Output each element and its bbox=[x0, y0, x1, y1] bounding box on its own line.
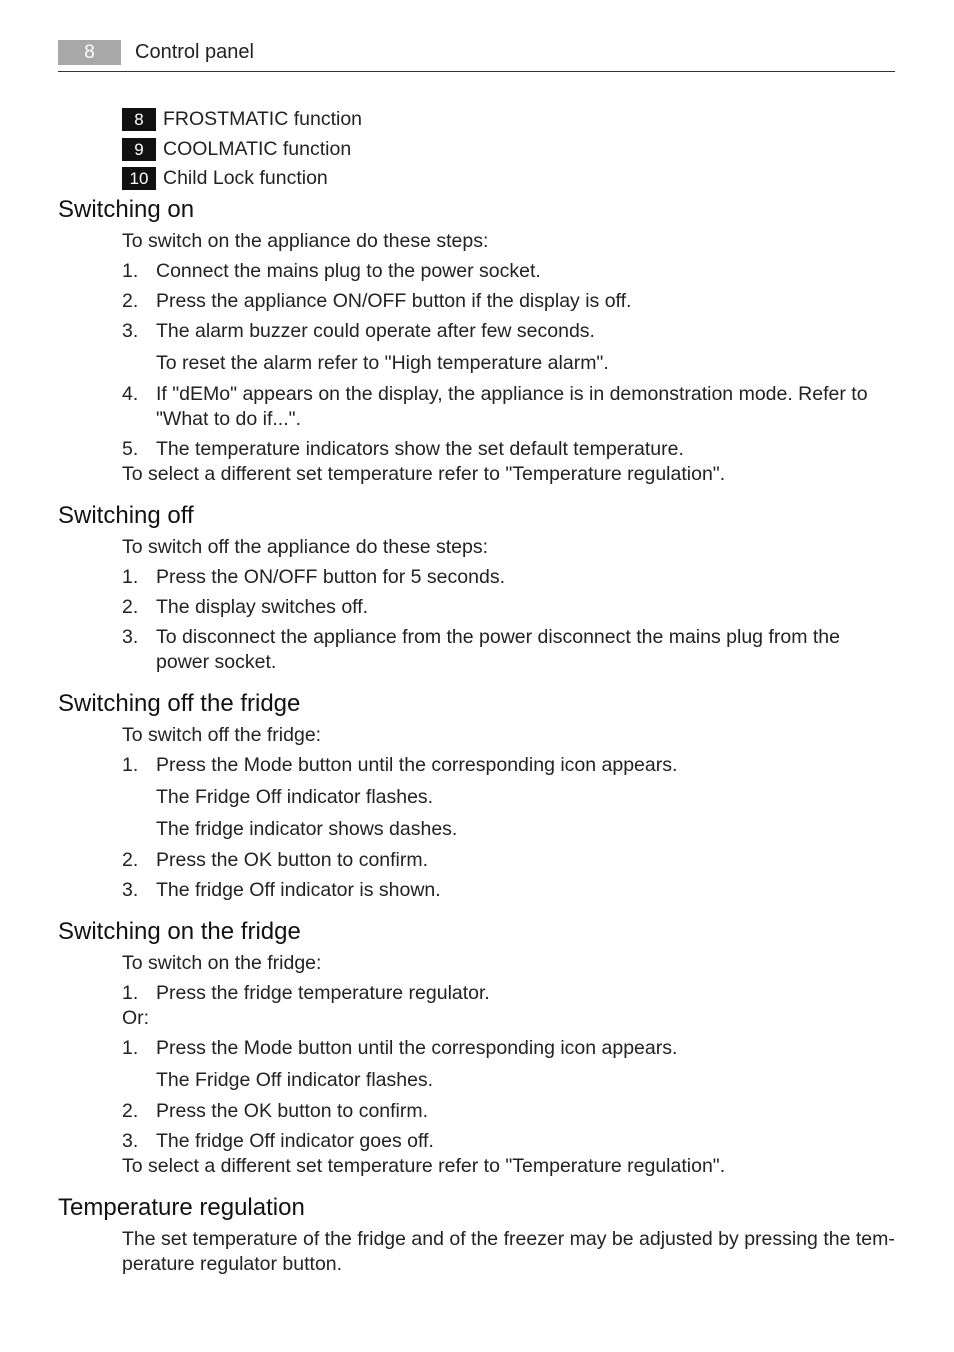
step-number: 2. bbox=[122, 290, 139, 312]
step-text: Press the fridge temperature regulator. bbox=[156, 982, 490, 1004]
legend-label: COOLMATIC function bbox=[163, 137, 352, 160]
legend-number: 10 bbox=[122, 167, 156, 190]
step-number: 2. bbox=[122, 1100, 139, 1122]
step-text: Press the OK button to confirm. bbox=[156, 849, 429, 871]
or-text: Or: bbox=[122, 1007, 150, 1029]
step-note: The fridge indicator shows dashes. bbox=[156, 818, 458, 840]
step-number: 2. bbox=[122, 849, 139, 871]
step-number: 4. bbox=[122, 383, 139, 405]
steps-list bbox=[58, 382, 898, 462]
step-number: 3. bbox=[122, 320, 139, 342]
legend-number: 8 bbox=[122, 108, 156, 131]
step-number: 1. bbox=[122, 754, 139, 776]
outro-text: To select a different set temperature refer to "Temperature regulation". bbox=[122, 1155, 726, 1177]
step-number: 1. bbox=[122, 982, 139, 1004]
legend-item bbox=[122, 105, 362, 135]
steps-list bbox=[58, 259, 898, 344]
section-title: Control panel bbox=[135, 41, 254, 63]
list-item bbox=[122, 878, 898, 903]
section-fridge-on bbox=[58, 917, 898, 1179]
step-text: Connect the mains plug to the power socket. bbox=[156, 260, 541, 282]
list-item bbox=[122, 753, 898, 778]
list-item bbox=[122, 319, 898, 344]
step-text: Press the appliance ON/OFF button if the display is off. bbox=[156, 290, 632, 312]
intro-text: To switch off the fridge: bbox=[122, 724, 322, 746]
step-text: If "dEMo" appears on the display, the appliance is in demonstration mode. Refer to "What to do if...". bbox=[156, 383, 868, 430]
step-text: To disconnect the appliance from the power disconnect the mains plug from the power socket. bbox=[156, 626, 840, 673]
section-fridge-off bbox=[58, 689, 898, 903]
heading-temperature-regulation: Temperature regulation bbox=[58, 1194, 305, 1221]
list-item bbox=[122, 625, 898, 675]
intro-text: To switch on the appliance do these steps: bbox=[122, 230, 489, 252]
outro-text: To select a different set temperature refer to "Temperature regulation". bbox=[122, 463, 726, 485]
legend-label: FROSTMATIC function bbox=[163, 108, 363, 131]
steps-list bbox=[58, 848, 898, 903]
list-item bbox=[122, 1099, 898, 1124]
step-number: 3. bbox=[122, 626, 139, 648]
legend-number: 9 bbox=[122, 138, 156, 161]
steps-list bbox=[58, 753, 898, 778]
heading-fridge-on: Switching on the fridge bbox=[58, 918, 301, 945]
heading-fridge-off: Switching off the fridge bbox=[58, 690, 301, 717]
step-number: 1. bbox=[122, 260, 139, 282]
body-text: The set temperature of the fridge and of the freezer may be adjusted by pressing the tem- perature regulator button. bbox=[122, 1228, 895, 1275]
list-item bbox=[122, 289, 898, 314]
step-text: Press the Mode button until the corresponding icon appears. bbox=[156, 754, 678, 776]
intro-text: To switch on the fridge: bbox=[122, 952, 322, 974]
step-note: To reset the alarm refer to "High temperature alarm". bbox=[156, 352, 609, 374]
list-item bbox=[122, 565, 898, 590]
legend-label: Child Lock function bbox=[163, 167, 328, 190]
list-item bbox=[122, 382, 898, 432]
page-header bbox=[58, 40, 895, 72]
step-text: The fridge Off indicator is shown. bbox=[156, 879, 441, 901]
list-item bbox=[122, 981, 898, 1006]
step-number: 1. bbox=[122, 566, 139, 588]
step-note: The Fridge Off indicator flashes. bbox=[156, 786, 434, 808]
intro-text: To switch off the appliance do these steps: bbox=[122, 536, 489, 558]
step-text: The temperature indicators show the set default temperature. bbox=[156, 438, 684, 460]
steps-list bbox=[58, 565, 898, 675]
step-note: The Fridge Off indicator flashes. bbox=[156, 1069, 434, 1091]
legend-item bbox=[122, 164, 362, 194]
list-item bbox=[122, 595, 898, 620]
step-number: 3. bbox=[122, 879, 139, 901]
steps-list bbox=[58, 981, 898, 1006]
step-number: 5. bbox=[122, 438, 139, 460]
page-number: 8 bbox=[58, 40, 121, 65]
step-text: The alarm buzzer could operate after few seconds. bbox=[156, 320, 595, 342]
step-text: Press the Mode button until the corresponding icon appears. bbox=[156, 1037, 678, 1059]
step-text: The display switches off. bbox=[156, 596, 369, 618]
legend-item bbox=[122, 135, 362, 165]
list-item bbox=[122, 437, 898, 462]
section-switching-on bbox=[58, 195, 898, 487]
heading-switching-on: Switching on bbox=[58, 196, 195, 223]
step-text: Press the ON/OFF button for 5 seconds. bbox=[156, 566, 505, 588]
steps-list bbox=[58, 1099, 898, 1154]
list-item bbox=[122, 848, 898, 873]
step-text: Press the OK button to confirm. bbox=[156, 1100, 429, 1122]
step-number: 1. bbox=[122, 1037, 139, 1059]
document-body bbox=[58, 195, 898, 1291]
step-number: 3. bbox=[122, 1130, 139, 1152]
step-number: 2. bbox=[122, 596, 139, 618]
legend-list bbox=[122, 105, 362, 194]
list-item bbox=[122, 1129, 898, 1154]
section-temperature-regulation bbox=[58, 1193, 898, 1277]
list-item bbox=[122, 259, 898, 284]
section-switching-off bbox=[58, 501, 898, 675]
heading-switching-off: Switching off bbox=[58, 502, 194, 529]
list-item bbox=[122, 1036, 898, 1061]
steps-list bbox=[58, 1036, 898, 1061]
step-text: The fridge Off indicator goes off. bbox=[156, 1130, 434, 1152]
